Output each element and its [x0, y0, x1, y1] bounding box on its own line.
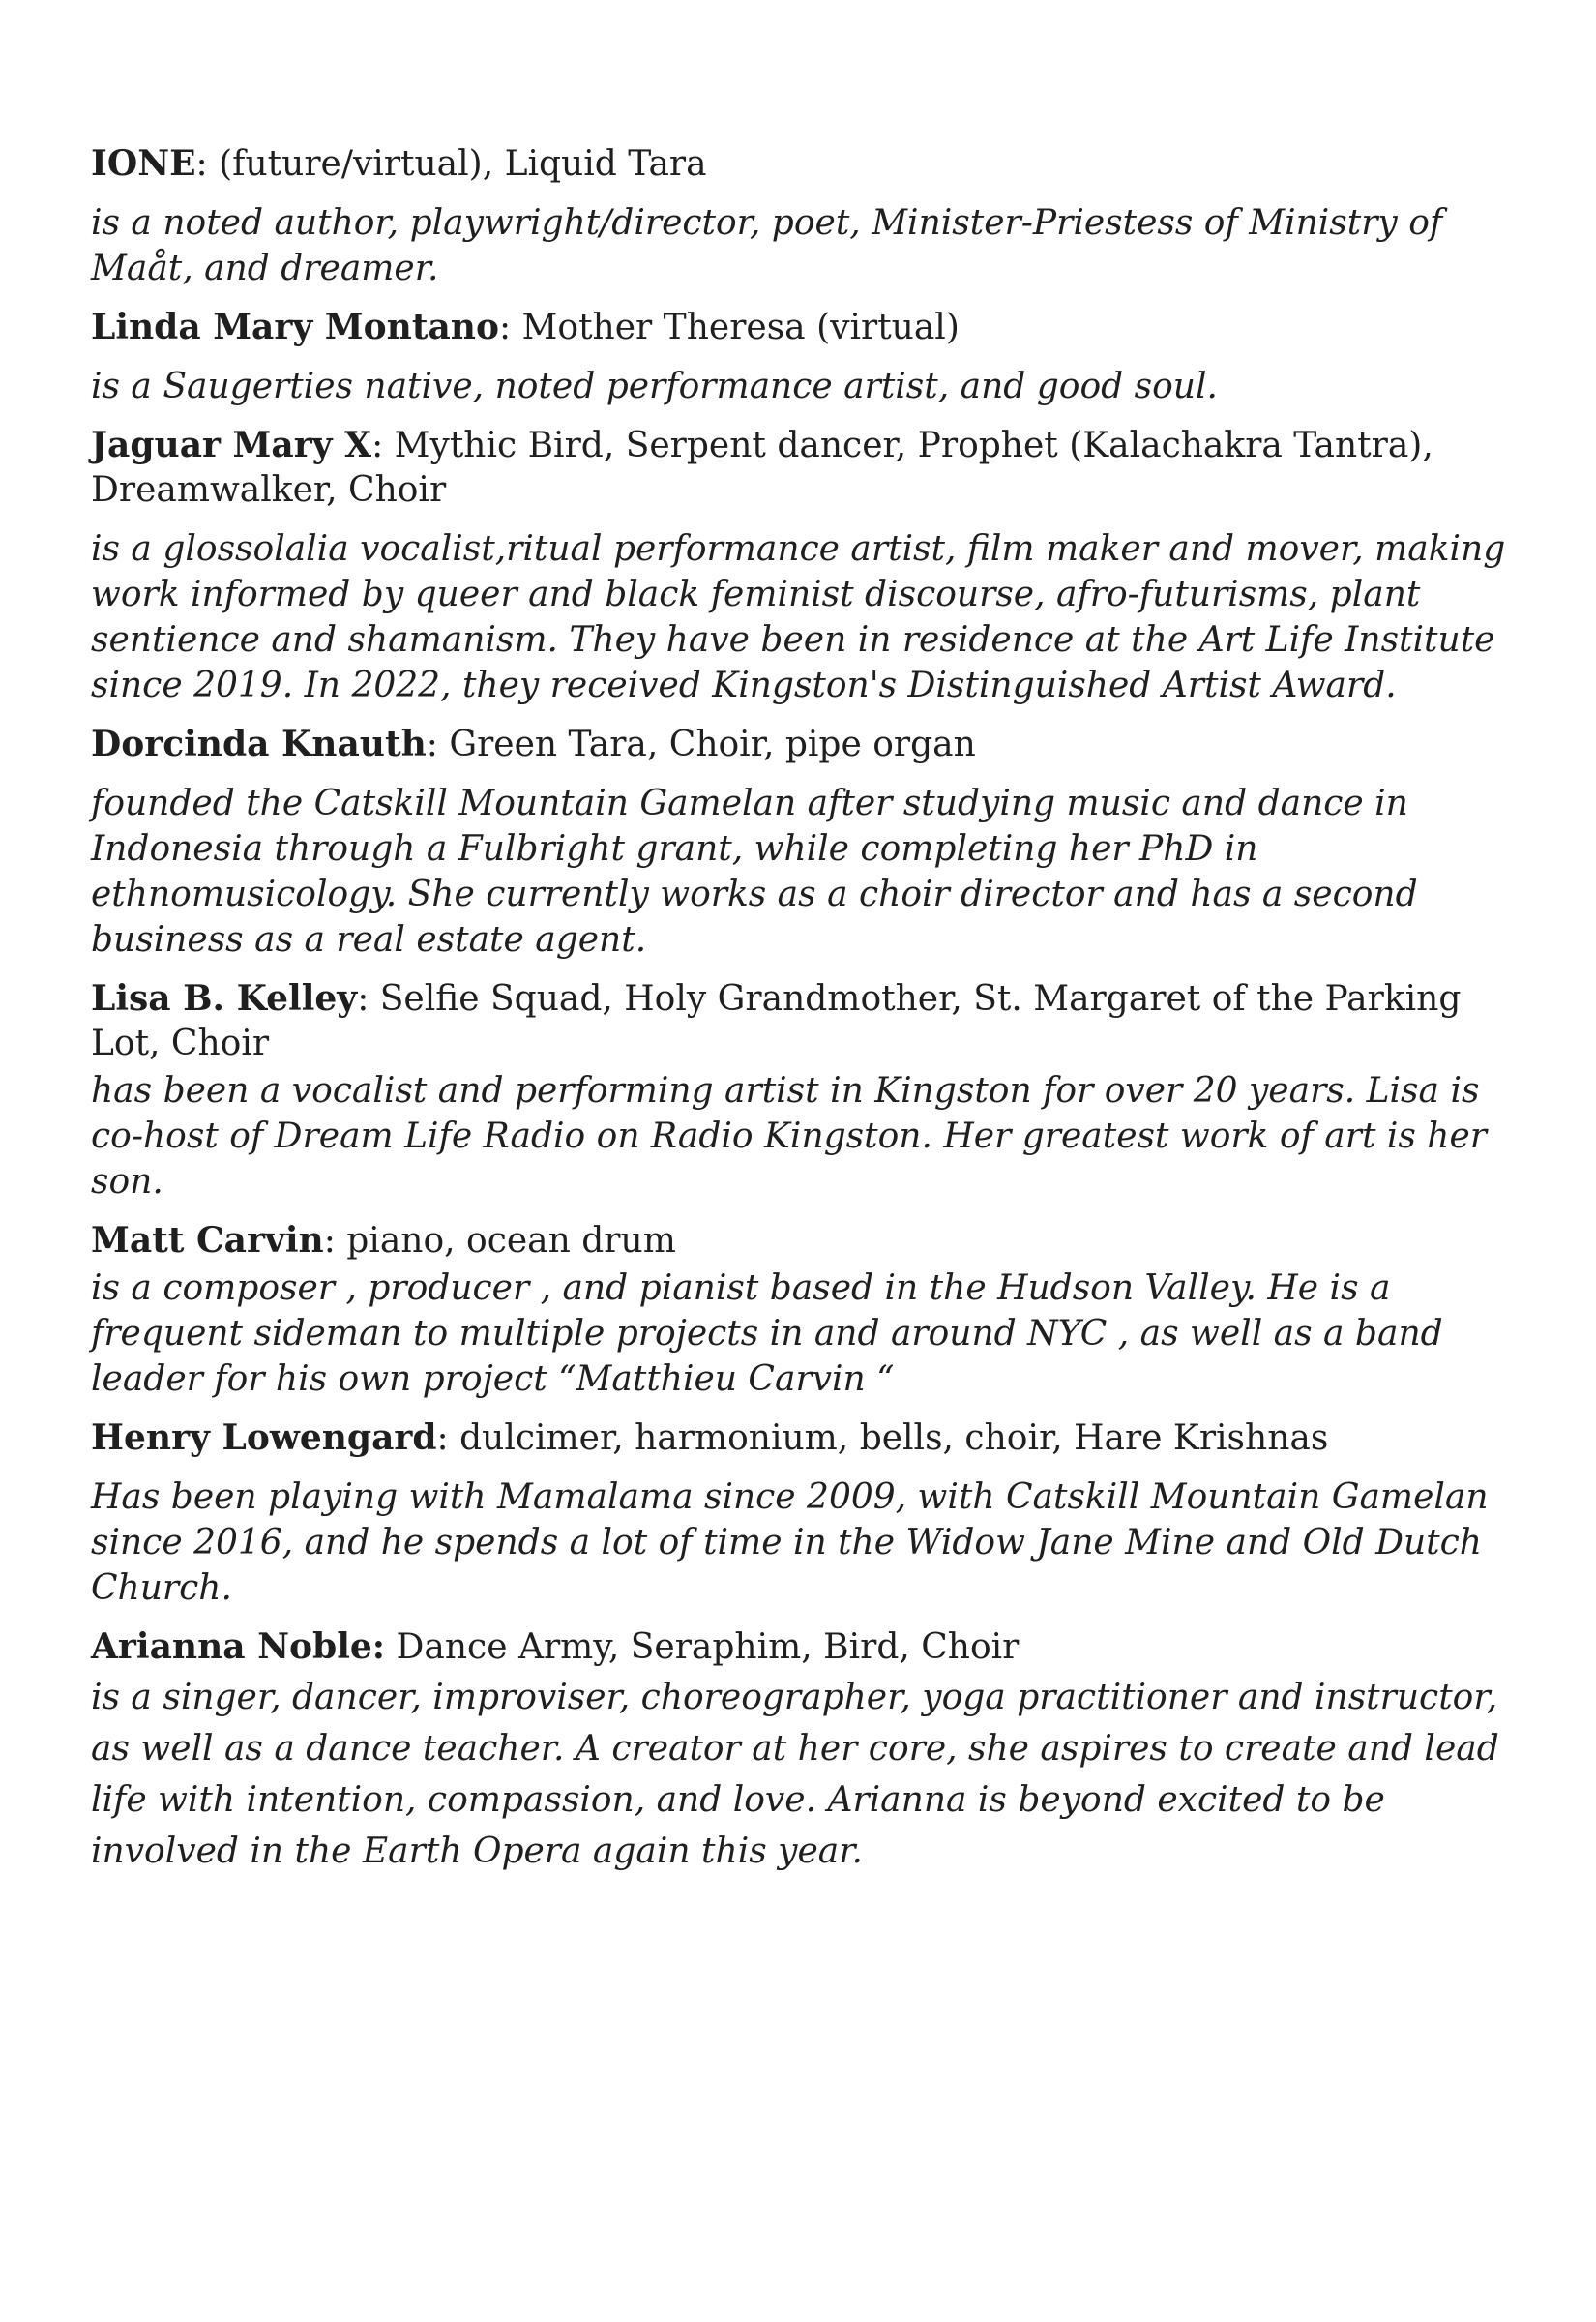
performer-bio: is a composer , producer , and pianist based in the Hudson Valley. He is a frequent sideman to multiple projects in and around NYC , as well as a band leader for his own project “Matthieu Carvin “	[91, 1268, 1443, 1399]
performer-roles: : (future/virtual), Liquid Tara	[195, 144, 707, 184]
performer-roles: : Mother Theresa (virtual)	[498, 308, 960, 347]
performer-roles: : Green Tara, Choir, pipe organ	[426, 725, 976, 764]
performer-name: Arianna Noble:	[91, 1626, 386, 1667]
performer-bio: is a Saugerties native, noted performance artist, and good soul.	[91, 367, 1218, 406]
performer-name: Dorcinda Knauth	[91, 724, 427, 764]
performer-roles: : Mythic Bird, Serpent dancer, Prophet (Kalachakra Tantra), Dreamwalker, Choir	[91, 426, 1433, 510]
performer-name: Linda Mary Montano	[91, 307, 499, 347]
performer-roles: : piano, ocean drum	[323, 1221, 676, 1261]
performer-name: Matt Carvin	[91, 1220, 324, 1261]
performer-name: Lisa B. Kelley	[91, 978, 358, 1019]
performer-bio: is a singer, dancer, improviser, choreographer, yoga practitioner and instructor, as well as a dance teacher. A creator at her core, she aspires to create and lead life with intention, compassion, and love. Arianna is beyond excited to be involved in the Earth Opera again this year.	[91, 1678, 1499, 1871]
bio-entry-ione	[91, 141, 1522, 291]
bio-entry-matt-carvin	[91, 1218, 1522, 1402]
entry-heading	[91, 141, 1522, 187]
entry-heading	[91, 1218, 1522, 1264]
bio-entry-henry-lowengard	[91, 1415, 1522, 1611]
entry-heading	[91, 722, 1522, 767]
bio-entry-dorcinda-knauth	[91, 722, 1522, 963]
performer-bio: Has been playing with Mamalama since 2009, with Catskill Mountain Gamelan since 2016, and he spends a lot of time in the Widow Jane Mine and Old Dutch Church.	[91, 1477, 1489, 1608]
performer-bio: founded the Catskill Mountain Gamelan after studying music and dance in Indonesia through a Fulbright grant, while completing her PhD in ethnomusicology. She currently works as a choir director and has a second business as a real estate agent.	[91, 784, 1418, 960]
performer-bio: is a glossolalia vocalist,ritual performance artist, film maker and mover, making work informed by queer and black feminist discourse, afro-futurisms, plant sentience and shamanism. They have been in residence at the Art Life Institute since 2019. In 2022, they received Kingston's Distinguished Artist Award.	[91, 529, 1506, 705]
bio-entry-linda-mary-montano	[91, 305, 1522, 409]
performer-name: Jaguar Mary X	[91, 425, 372, 465]
entry-heading	[91, 423, 1522, 513]
entry-heading	[91, 305, 1522, 350]
performer-roles: Dance Army, Seraphim, Bird, Choir	[385, 1627, 1020, 1667]
entry-heading	[91, 1624, 1522, 1670]
performer-bio: has been a vocalist and performing artist in Kingston for over 20 years. Lisa is co-host of Dream Life Radio on Radio Kingston. Her greatest work of art is her son.	[91, 1071, 1488, 1202]
performer-bio: is a noted author, playwright/director, poet, Minister-Priestess of Ministry of Maåt, and dreamer.	[91, 203, 1443, 288]
bio-entry-lisa-b-kelley	[91, 976, 1522, 1205]
entry-heading	[91, 976, 1522, 1066]
performer-roles: : dulcimer, harmonium, bells, choir, Hare Krishnas	[436, 1418, 1329, 1458]
entry-heading	[91, 1415, 1522, 1461]
performer-name: IONE	[91, 143, 196, 184]
bio-entry-jaguar-mary-x	[91, 423, 1522, 708]
cast-bio-page	[91, 141, 1522, 1890]
bio-entry-arianna-noble	[91, 1624, 1522, 1877]
performer-roles: : Selfie Squad, Holy Grandmother, St. Margaret of the Parking Lot, Choir	[91, 979, 1462, 1063]
performer-name: Henry Lowengard	[91, 1417, 437, 1458]
